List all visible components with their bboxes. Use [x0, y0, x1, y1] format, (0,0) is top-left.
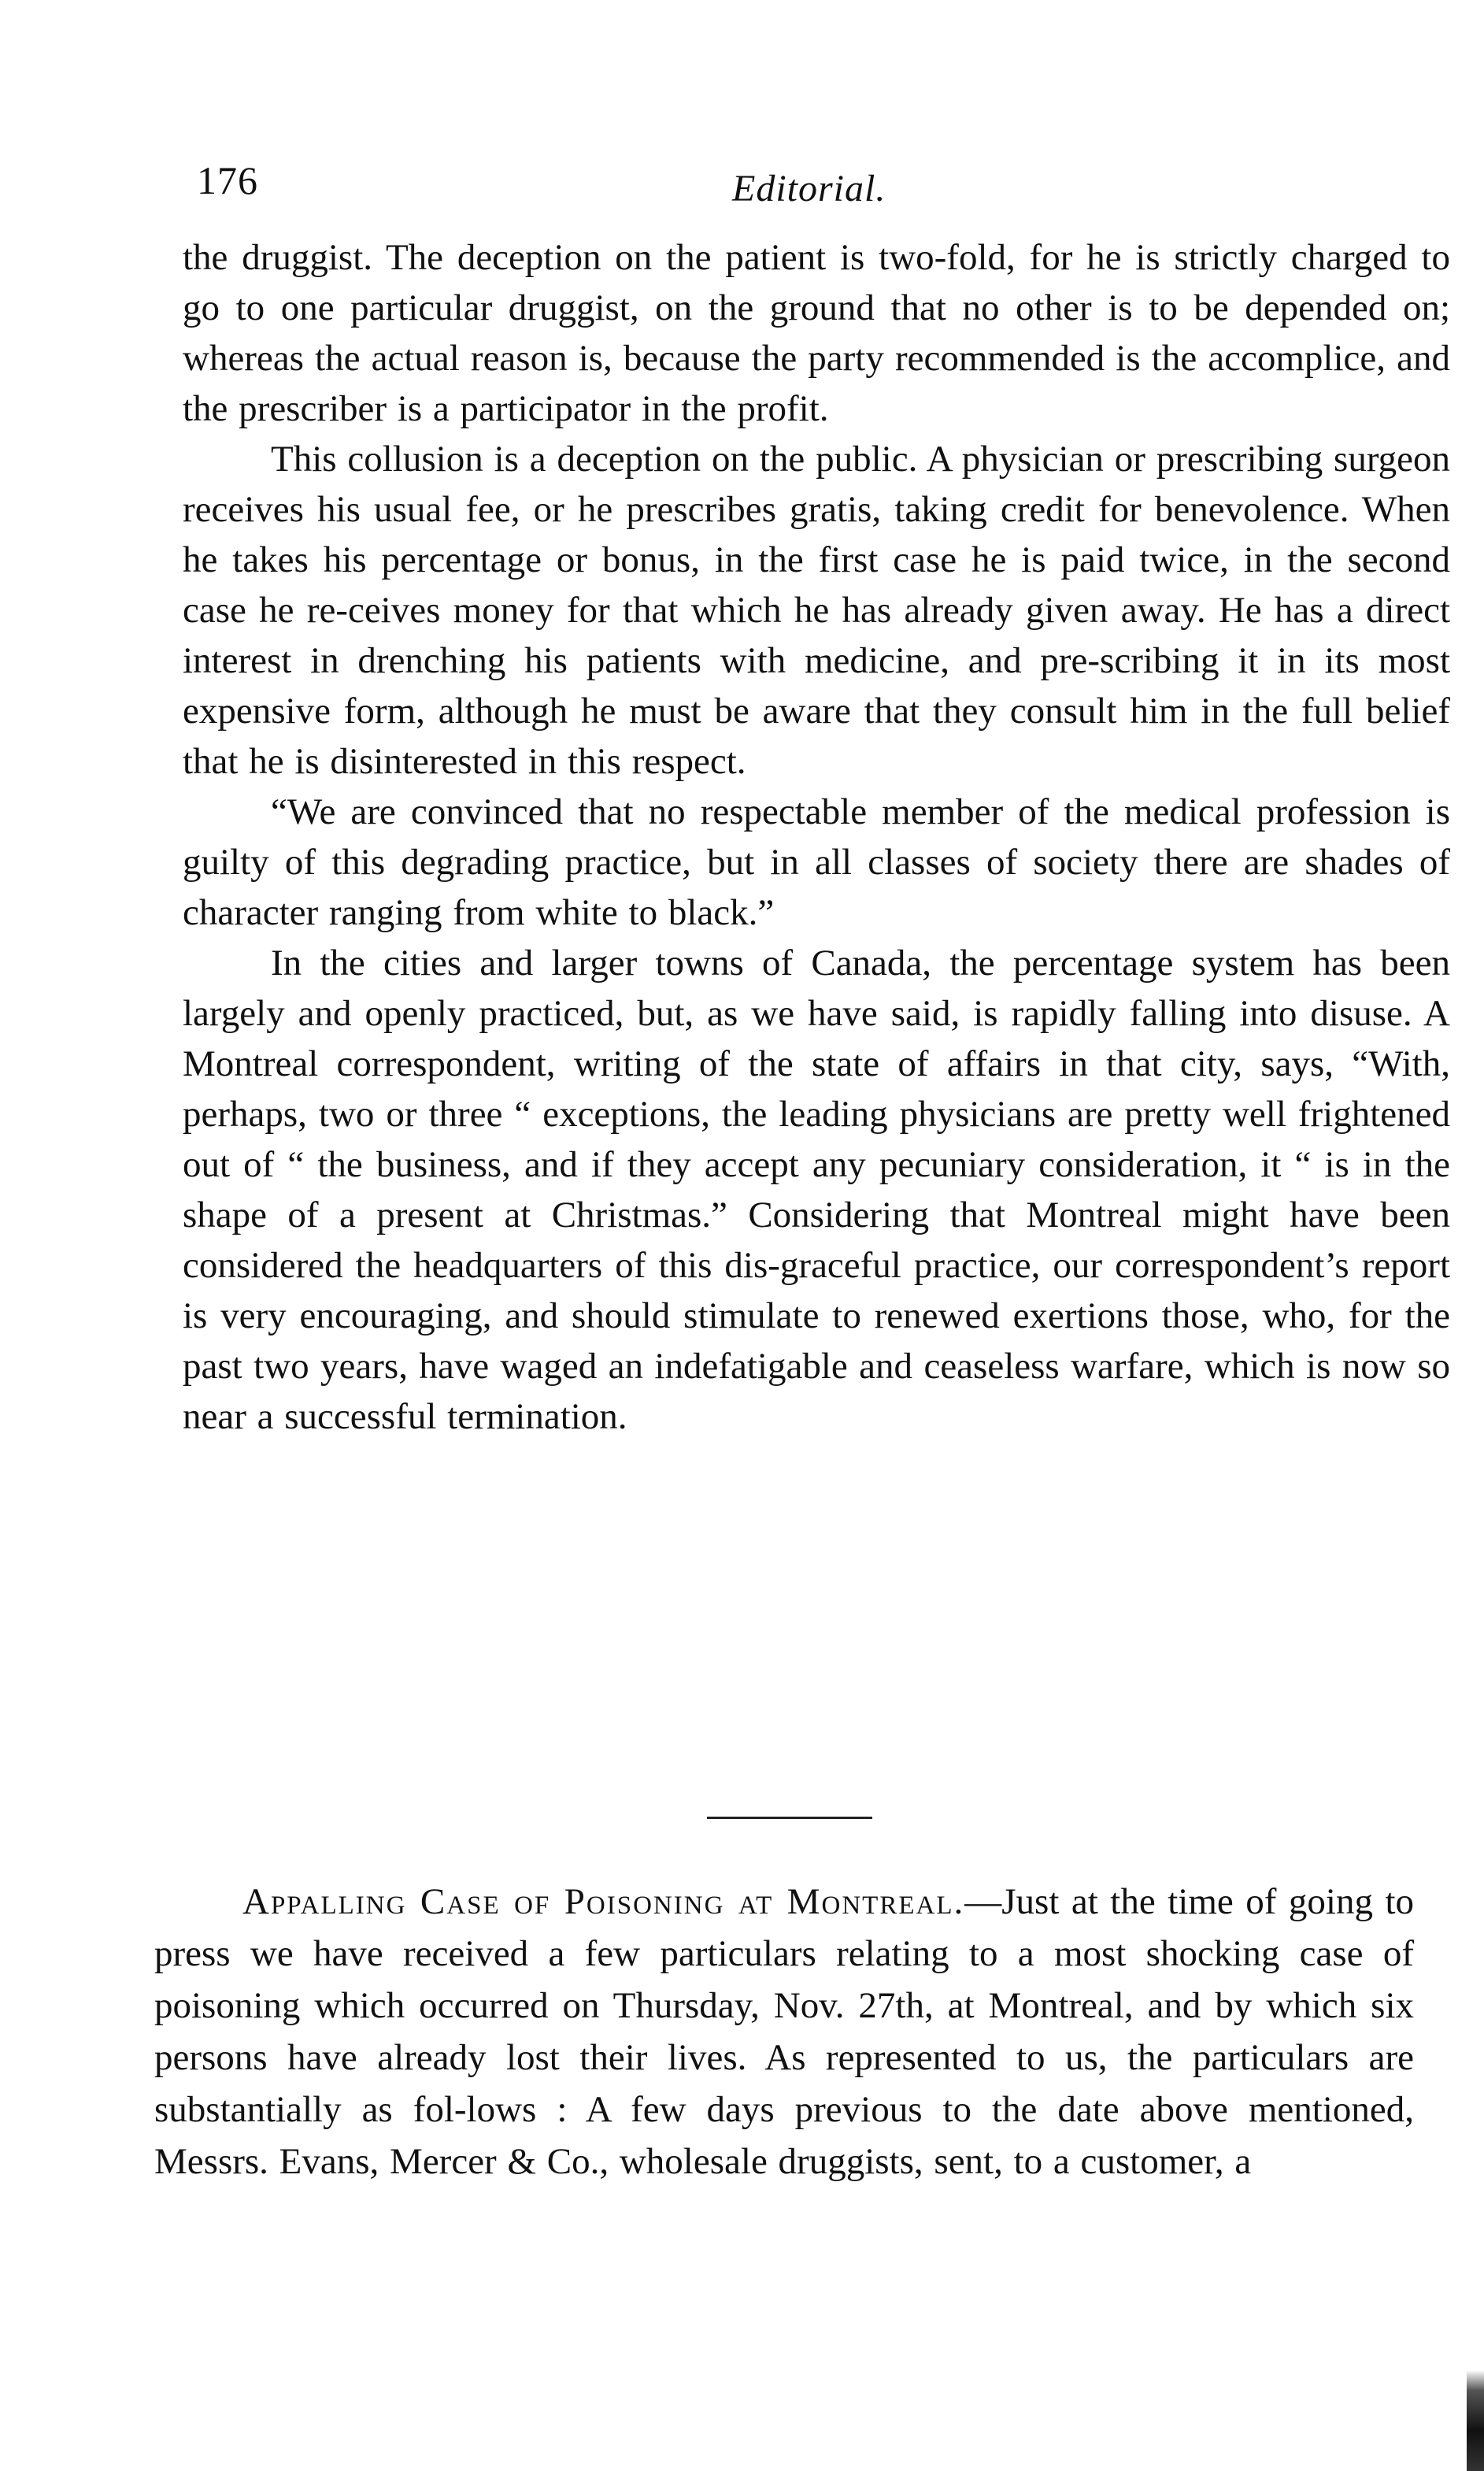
- editorial-body: [183, 232, 1450, 1442]
- paragraph-continuation: the druggist. The deception on the patient is two-fold, for he is strictly charged to go to one particular druggist, on the ground that no other is to be depended on; whereas the actual reason is, because the party recommended is the accomplice, and the prescriber is a participator in the profit.: [183, 237, 1450, 429]
- page-edge-shadow: [1467, 2370, 1484, 2471]
- paragraph-quotation: “We are convinced that no respectable member of the medical profession is guilty of this degrading practice, but in all classes of society there are shades of character ranging from white to black.”: [183, 791, 1450, 933]
- section-title: Appalling Case of Poisoning at Montreal.: [242, 1881, 965, 1922]
- poisoning-section: [154, 1876, 1414, 2188]
- page-number: 176: [197, 158, 258, 202]
- running-title: Editorial.: [732, 168, 886, 209]
- section-text: —Just at the time of going to press we have received a few particulars relating to a most shocking case of poisoning which occurred on Thursday, Nov. 27th, at Montreal, and by which six persons have already lost their lives. As represented to us, the particulars are substantially as fol-lows : A few days previous to the date above mentioned, Messrs. Evans, Mercer & Co., wholesale druggists, sent, to a customer, a: [154, 1881, 1414, 2182]
- paragraph-poisoning: [154, 1876, 1414, 2188]
- paragraph-canada: In the cities and larger towns of Canada, the percentage system has been largely and openly practiced, but, as we have said, is rapidly falling into disuse. A Montreal correspondent, writing of the state of affairs in that city, says, “With, perhaps, two or three “ exceptions, the leading physicians are pretty well frightened out of “ the business, and if they accept any pecuniary consideration, it “ is in the shape of a present at Christmas.” Considering that Montreal might have been considered the headquarters of this dis-graceful practice, our correspondent’s report is very encouraging, and should stimulate to renewed exertions those, who, for the past two years, have waged an indefatigable and ceaseless warfare, which is now so near a successful termination.: [183, 943, 1450, 1437]
- paragraph-collusion: This collusion is a deception on the public. A physician or prescribing surgeon receives his usual fee, or he prescribes gratis, taking credit for benevolence. When he takes his percentage or bonus, in the first case he is paid twice, in the second case he re-ceives money for that which he has already given away. He has a direct interest in drenching his patients with medicine, and pre-scribing it in its most expensive form, although he must be aware that they consult him in the full belief that he is disinterested in this respect.: [183, 439, 1450, 782]
- section-divider: [707, 1817, 872, 1819]
- running-head: [189, 157, 1464, 220]
